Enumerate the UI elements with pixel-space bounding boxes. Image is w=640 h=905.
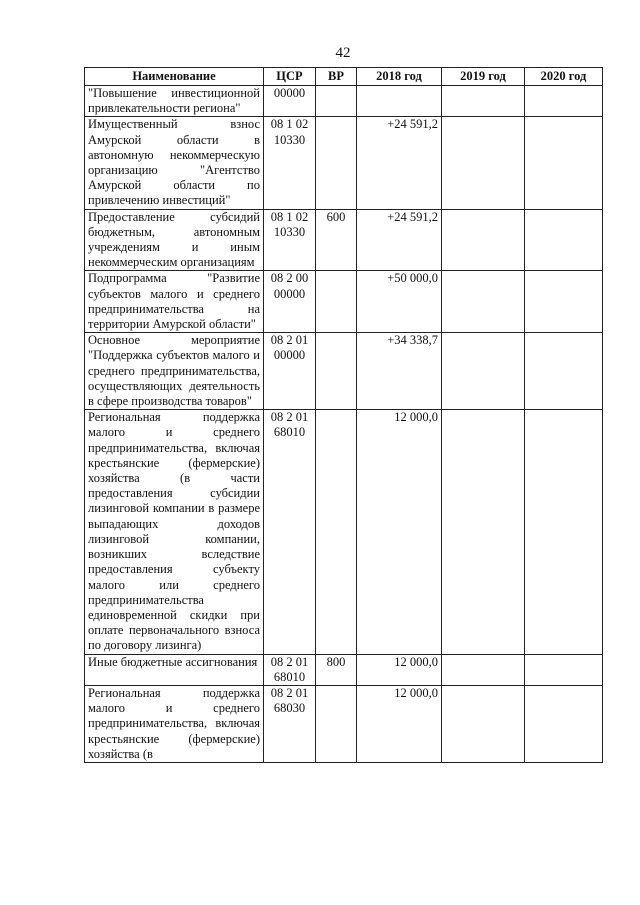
row-2019 (442, 685, 525, 762)
header-2020: 2020 год (525, 68, 603, 86)
row-2018: 12 000,0 (357, 685, 442, 762)
row-2020 (525, 685, 603, 762)
row-csr: 08 1 02 10330 (264, 209, 316, 271)
row-2020 (525, 410, 603, 654)
row-csr: 08 2 01 68010 (264, 410, 316, 654)
row-2018: 12 000,0 (357, 654, 442, 685)
table-row (85, 209, 603, 271)
row-vr: 600 (316, 209, 357, 271)
row-2020 (525, 209, 603, 271)
row-csr: 00000 (264, 86, 316, 117)
row-csr: 08 2 01 68010 (264, 654, 316, 685)
row-2019 (442, 117, 525, 209)
header-name: Наименование (85, 68, 264, 86)
header-csr: ЦСР (264, 68, 316, 86)
table-row (85, 117, 603, 209)
row-name: Подпрограмма "Развитие субъектов малого и среднего предпринимательства на территории Амурской области" (85, 271, 264, 333)
table-header-row (85, 68, 603, 86)
row-2020 (525, 333, 603, 410)
table-row (85, 271, 603, 333)
table-row (85, 685, 603, 762)
row-name: Региональная поддержка малого и среднего предпринимательства, включая крестьянские (фермерские) хозяйства (в (85, 685, 264, 762)
row-2018: +24 591,2 (357, 117, 442, 209)
row-vr (316, 117, 357, 209)
row-2019 (442, 654, 525, 685)
header-2018: 2018 год (357, 68, 442, 86)
table-row (85, 654, 603, 685)
row-2019 (442, 333, 525, 410)
row-2019 (442, 271, 525, 333)
row-2018: +50 000,0 (357, 271, 442, 333)
table-row (85, 410, 603, 654)
row-csr: 08 2 01 00000 (264, 333, 316, 410)
row-name: Основное мероприятие "Поддержка субъектов малого и среднего предпринимательства, осуществляющих деятельность в сфере производства товаров" (85, 333, 264, 410)
row-2019 (442, 86, 525, 117)
row-csr: 08 1 02 10330 (264, 117, 316, 209)
row-vr (316, 410, 357, 654)
row-vr (316, 685, 357, 762)
row-vr (316, 271, 357, 333)
row-name: Имущественный взнос Амурской области в автономную некоммерческую организацию "Агентство Амурской области по привлечению инвестиций" (85, 117, 264, 209)
row-vr (316, 86, 357, 117)
row-name: "Повышение инвестиционной привлекательности региона" (85, 86, 264, 117)
row-2018 (357, 86, 442, 117)
row-csr: 08 2 00 00000 (264, 271, 316, 333)
row-2020 (525, 271, 603, 333)
page-number: 42 (335, 45, 351, 61)
table-row (85, 86, 603, 117)
row-2018: +24 591,2 (357, 209, 442, 271)
budget-table (84, 67, 603, 763)
row-vr: 800 (316, 654, 357, 685)
row-2019 (442, 410, 525, 654)
table-row (85, 333, 603, 410)
row-2020 (525, 117, 603, 209)
row-name: Региональная поддержка малого и среднего предпринимательства, включая крестьянские (фермерские) хозяйства (в части предоставления субсидии лизинговой компании в размере выпадающих доходов лизинговой компании, возникших вследствие предоставления субъекту малого или среднего предпринимательства единовременной скидки при оплате первоначального взноса по договору лизинга) (85, 410, 264, 654)
row-2020 (525, 654, 603, 685)
row-2018: 12 000,0 (357, 410, 442, 654)
row-name: Предоставление субсидий бюджетным, автономным учреждениям и иным некоммерческим организациям (85, 209, 264, 271)
row-2019 (442, 209, 525, 271)
row-2020 (525, 86, 603, 117)
row-name: Иные бюджетные ассигнования (85, 654, 264, 685)
header-2019: 2019 год (442, 68, 525, 86)
header-vr: ВР (316, 68, 357, 86)
row-vr (316, 333, 357, 410)
row-2018: +34 338,7 (357, 333, 442, 410)
row-csr: 08 2 01 68030 (264, 685, 316, 762)
